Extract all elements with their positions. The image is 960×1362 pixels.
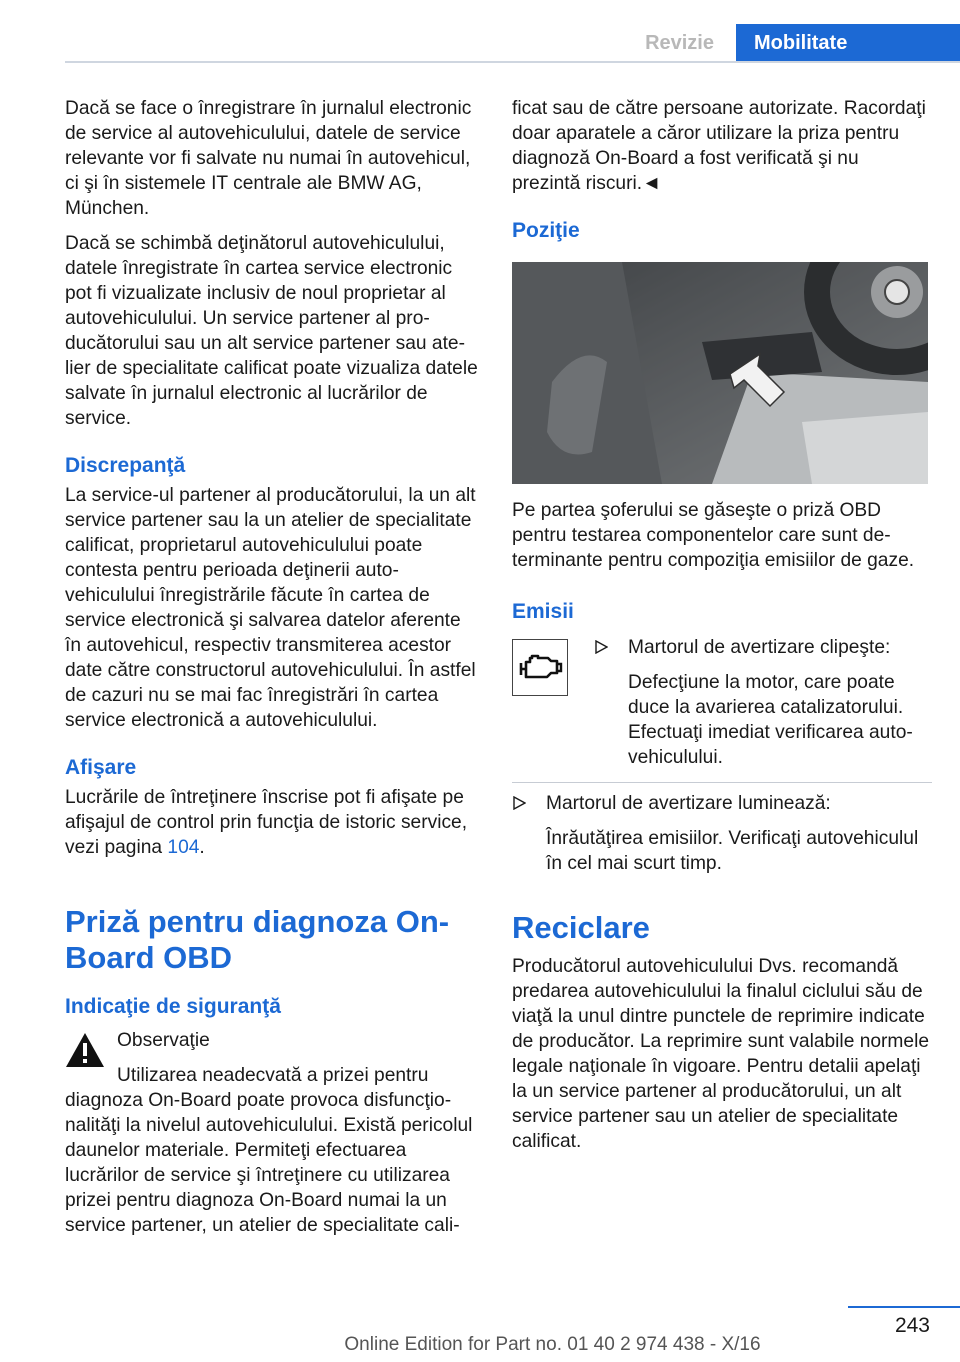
paragraph-discrepanta: La service-ul partener al producătorului, la un alt service partener sau la un atelier de specialitate calificat, proprietarul autovehiculului poate contesta pentru perioada deţinerii autovehiculului înregistrările făcute în cartea de service electronică şi salvarea datelor aferente în autovehicul, respectiv transmiterea acestor date către constructorul autovehiculului. În astfel de cazuri nu se mai fac înregistrări în cartea service electronică a autovehiculului. bbox=[65, 485, 476, 731]
page-link-104[interactable]: 104 bbox=[167, 837, 200, 858]
divider bbox=[512, 782, 932, 783]
afisare-end: . bbox=[199, 837, 205, 858]
header-divider bbox=[65, 61, 960, 63]
engine-warning-icon bbox=[517, 653, 563, 683]
engine-warning-lamp bbox=[512, 639, 568, 696]
paragraph-schimbare-detinator: Dacă se schimbă deţinătorul autovehiculului, datele înregistrate în cartea service electronic pot fi vizualizate inclusiv de noul proprietar al autovehiculului. Un service partener al producătorului sau un alt service partener sau atelier de specialitate calificat poate vizualiza datele salvate în jurnalul electronic al lucrărilor de service. bbox=[65, 233, 478, 429]
paragraph-pozitie: Pe partea şoferului se găseşte o priză OBD pentru testarea componentelor care sunt determinante pentru compoziţia emisiilor de gaze. bbox=[512, 500, 915, 571]
warning-icon bbox=[65, 1032, 105, 1068]
tab-mobilitate[interactable]: Mobilitate bbox=[736, 24, 960, 62]
warning-body bbox=[65, 1063, 481, 1238]
list-item bbox=[594, 635, 932, 770]
footer-divider bbox=[848, 1306, 960, 1308]
heading-afisare: Afişare bbox=[65, 756, 137, 779]
warning-body-first-line: Utilizarea neadecvată a prizei pentru bbox=[117, 1065, 429, 1086]
header-tabs bbox=[623, 24, 960, 62]
heading-discrepanta: Discrepanţă bbox=[65, 454, 186, 477]
triangle-bullet-icon bbox=[594, 640, 608, 654]
list-item bbox=[512, 791, 932, 876]
emission-item-body: Înrăutăţirea emisiilor. Verificaţi autovehiculul în cel mai scurt timp. bbox=[546, 828, 919, 874]
emission-item-title: Martorul de avertizare luminează: bbox=[546, 793, 831, 814]
page-number: 243 bbox=[894, 1314, 930, 1337]
edition-footer: Online Edition for Part no. 01 40 2 974 438 - X/16 bbox=[344, 1334, 761, 1355]
afisare-text: Lucrările de întreţinere înscrise pot fi afişate pe afişajul de control prin funcţia de istoric service, vezi pagina bbox=[65, 787, 468, 858]
triangle-bullet-icon bbox=[512, 796, 526, 810]
tab-revizie[interactable]: Revizie bbox=[623, 24, 736, 62]
heading-indicatie-siguranta: Indicaţie de siguranţă bbox=[65, 995, 281, 1018]
paragraph-continuare: ficat sau de către persoane autorizate. Racordaţi doar aparatele a căror utilizare la priza pentru diagnoză On-Board a fost verificată şi nu prezintă riscuri.◄ bbox=[512, 98, 926, 194]
paragraph-reciclare: Producătorul autovehiculului Dvs. recomandă predarea autovehiculului la finalul ciclului său de viaţă la unul dintre punctele de reprimire indicate de producător. La reprimire sunt valabile normele legale naţionale în vigoare. Pentru detalii apelaţi la un service partener al producătorului, un alt service partener sau un atelier de specialitate calificat. bbox=[512, 956, 930, 1152]
heading-obd: Priză pentru diagnoza On-Board OBD bbox=[65, 904, 450, 975]
emissions-block bbox=[512, 635, 932, 780]
warning-body-rest: diagnoza On-Board poate provoca disfuncţionalităţi la nivelul autovehiculului. Există pericolul daunelor materiale. Permiteţi efectuarea lucrărilor de service şi întreţinere cu utilizarea prizei pentru diagnoza On-Board numai la un service partener, un atelier de specialitate cali- bbox=[65, 1090, 473, 1236]
obd-position-photo bbox=[512, 262, 928, 484]
heading-reciclare: Reciclare bbox=[512, 910, 650, 945]
emission-item-body: Defecţiune la motor, care poate duce la avarierea catalizatorului. Efectuaţi imediat verificarea autovehiculului. bbox=[628, 672, 913, 768]
safety-notice bbox=[65, 1028, 481, 1238]
warning-title: Observaţie bbox=[117, 1030, 210, 1051]
left-column bbox=[65, 96, 481, 1238]
emissions-list bbox=[594, 635, 932, 780]
right-column bbox=[512, 96, 932, 1164]
heading-pozitie: Poziţie bbox=[512, 219, 580, 242]
emission-item-title: Martorul de avertizare clipeşte: bbox=[628, 637, 891, 658]
heading-emisii: Emisii bbox=[512, 600, 574, 623]
paragraph-afisare bbox=[65, 785, 481, 860]
paragraph-jurnal: Dacă se face o înregistrare în jurnalul electronic de service al autovehiculului, datele de service relevante vor fi salvate nu numai în autovehicul, ci şi în sistemele IT centrale ale BMW AG, München. bbox=[65, 98, 472, 219]
